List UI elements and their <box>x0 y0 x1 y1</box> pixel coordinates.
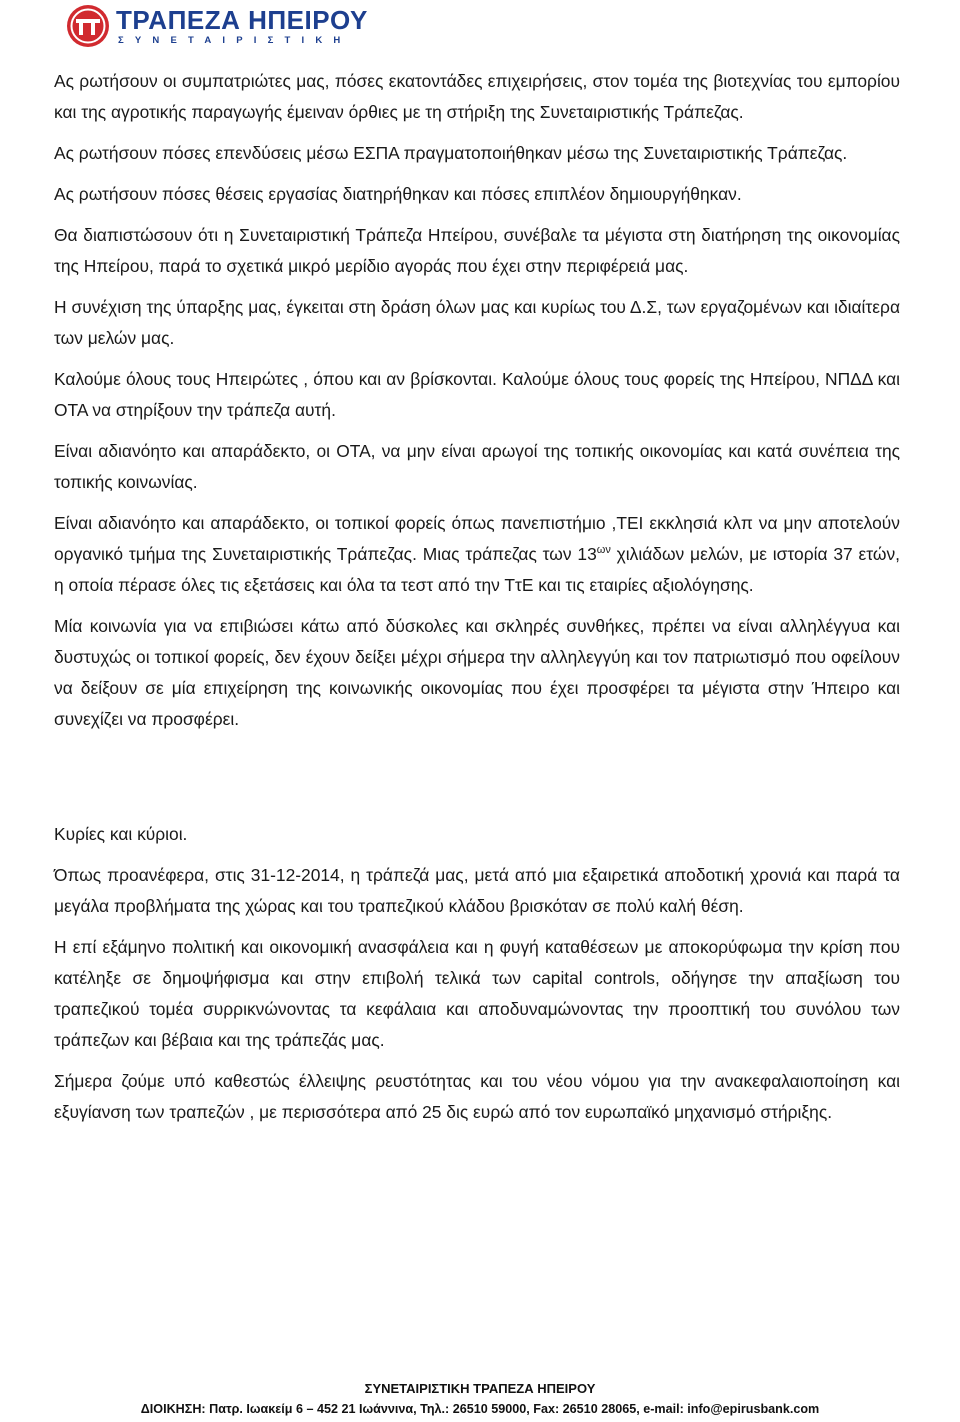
letterhead <box>66 4 368 48</box>
paragraph: Μία κοινωνία για να επιβιώσει κάτω από δύσκολες και σκληρές συνθήκες, πρέπει να είναι αλληλέγγυα και δυστυχώς οι τοπικοί φορείς, δεν έχουν δείξει μέχρι σήμερα την αλληλεγγύη και τον πατριωτισμό που οφείλουν να δείξουν σε μία επιχείρηση της κοινωνικής οικονομίας που έχει προσφέρει τα μέγιστα στην Ήπειρο και συνεχίζει να προσφέρει. <box>54 616 900 729</box>
superscript: ων <box>596 544 611 556</box>
footer-contact: ΔΙΟΙΚΗΣΗ: Πατρ. Ιωακείμ 6 – 452 21 Ιωάννινα, Τηλ.: 26510 59000, Fax: 26510 28065, e-mail: info@epirusbank.com <box>140 1402 820 1416</box>
footer-bank-name: ΣΥΝΕΤΑΙΡΙΣΤΙΚΗ ΤΡΑΠΕΖΑ ΗΠΕΙΡΟΥ <box>364 1381 596 1396</box>
paragraph: Όπως προανέφερα, στις 31-12-2014, η τράπεζά μας, μετά από μια εξαιρετικά αποδοτική χρονιά και παρά τα μεγάλα προβλήματα της χώρας και του τραπεζικού κλάδου βρισκόταν σε πολύ καλή θέση. <box>54 865 900 916</box>
paragraph: Η συνέχιση της ύπαρξης μας, έγκειται στη δράση όλων μας και κυρίως του Δ.Σ, των εργαζομένων και ιδιαίτερα των μελών μας. <box>54 297 900 348</box>
paragraph-text: Είναι αδιανόητο και απαράδεκτο, οι τοπικοί φορείς όπως πανεπιστήμιο ,ΤΕΙ εκκλησιά κλπ να μην αποτελούν οργανικό τμήμα της Συνεταιριστικής Τράπεζας. Μιας τράπεζας των 13 <box>54 513 900 564</box>
brand-subtitle: ΣΥΝΕΤΑΙΡΙΣΤΙΚΗ <box>118 34 352 46</box>
salutation: Κυρίες και κύριοι. <box>54 824 188 844</box>
brand-name: ΤΡΑΠΕΖΑ ΗΠΕΙΡΟΥ <box>116 4 368 35</box>
paragraph: Σήμερα ζούμε υπό καθεστώς έλλειψης ρευστότητας και του νέου νόμου για την ανακεφαλαιοποίηση και εξυγίανση των τραπεζών , με περισσότερα από 25 δις ευρώ από τον ευρωπαϊκό μηχανισμό στήριξης. <box>54 1071 900 1122</box>
document-body <box>54 66 900 1138</box>
paragraph: Ας ρωτήσουν οι συμπατριώτες μας, πόσες εκατοντάδες επιχειρήσεις, στον τομέα της βιοτεχνίας του εμπορίου και της αγροτικής παραγωγής έμειναν όρθιες με τη στήριξη της Συνεταιριστικής Τράπεζας. <box>54 71 900 122</box>
paragraph-text: χιλιάδων μελών, με ιστορία 37 ετών, η οποία πέρασε όλες τις εξετάσεις και όλα τα τεστ από την ΤτΕ και τις εταιρίες αξιολόγησης. <box>54 544 900 595</box>
brand-block <box>116 4 368 46</box>
bank-logo-icon <box>66 4 110 48</box>
paragraph: Η επί εξάμηνο πολιτική και οικονομική ανασφάλεια και η φυγή καταθέσεων με αποκορύφωμα την κρίση που κατέληξε σε δημοψήφισμα και στην επιβολή τελικά των capital controls, οδήγησε την απαξίωση του τραπεζικού τομέα συρρικνώνοντας τα κεφάλαια και αποδυναμώνοντας την προοπτική του συνόλου των τράπεζων και βέβαια και της τράπεζάς μας. <box>54 937 900 1050</box>
paragraph: Ας ρωτήσουν πόσες επενδύσεις μέσω ΕΣΠΑ πραγματοποιήθηκαν μέσω της Συνεταιριστικής Τράπεζας. <box>54 143 848 163</box>
paragraph <box>54 508 900 601</box>
paragraph: Ας ρωτήσουν πόσες θέσεις εργασίας διατηρήθηκαν και πόσες επιπλέον δημιουργήθηκαν. <box>54 184 742 204</box>
footer <box>0 1379 960 1419</box>
paragraph: Είναι αδιανόητο και απαράδεκτο, οι ΟΤΑ, να μην είναι αρωγοί της τοπικής οικονομίας και κατά συνέπεια της τοπικής κοινωνίας. <box>54 441 900 492</box>
paragraph: Καλούμε όλους τους Ηπειρώτες , όπου και αν βρίσκονται. Καλούμε όλους τους φορείς της Ηπείρου, ΝΠΔΔ και ΟΤΑ να στηρίξουν την τράπεζα αυτή. <box>54 369 900 420</box>
paragraph: Θα διαπιστώσουν ότι η Συνεταιριστική Τράπεζα Ηπείρου, συνέβαλε τα μέγιστα στη διατήρηση της οικονομίας της Ηπείρου, παρά το σχετικά μικρό μερίδιο αγοράς που έχει στην περιφέρειά μας. <box>54 225 900 276</box>
